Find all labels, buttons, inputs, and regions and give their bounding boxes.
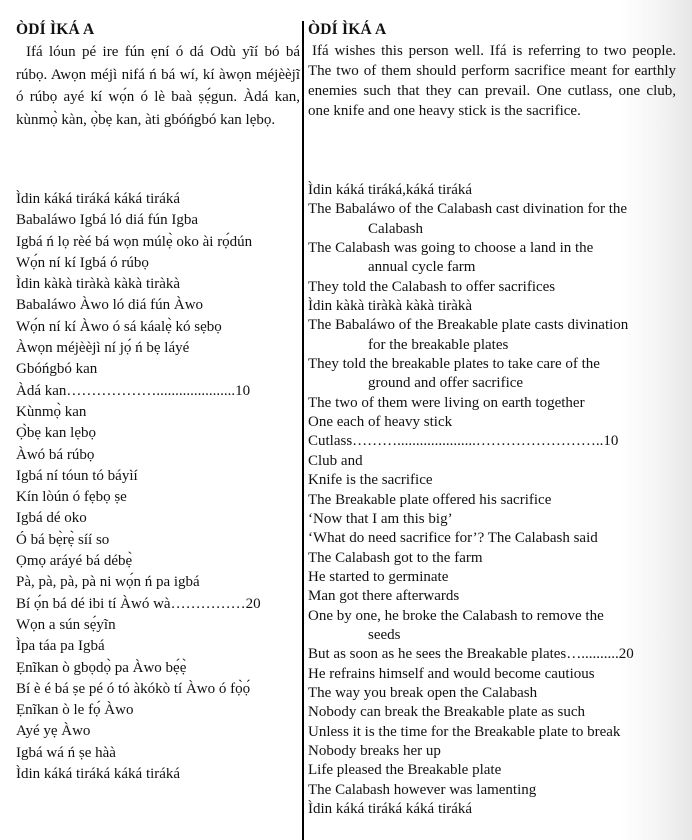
verse-text: ‘What do need sacrifice for’? The Calabash said — [308, 530, 598, 547]
verse-line — [308, 432, 676, 451]
verse-text: The way you break open the Calabash — [308, 684, 538, 701]
verse-line — [308, 761, 676, 780]
verse-line: Gbóńgbó kan — [16, 361, 98, 378]
verse-line — [308, 452, 676, 471]
verse-line: Babaláwo Àwo ló diá fún Àwo — [16, 297, 204, 314]
verse-line: Wọ́n ní kí Igbá ó rúbọ — [16, 254, 149, 271]
verse-line — [308, 239, 676, 278]
verse-line — [308, 529, 676, 548]
verse-line: Ìpa táa pa Igbá — [16, 638, 105, 655]
verse-line: Ìdin káká tiráká káká tiráká — [16, 766, 181, 783]
verse-line — [308, 587, 676, 606]
verse-line — [308, 665, 676, 684]
verse-continuation: annual cycle farm — [368, 259, 476, 276]
verse-text: One each of heavy stick — [308, 414, 453, 431]
verse-text: One by one, he broke the Calabash to remove the — [308, 607, 604, 624]
verse-text: Cutlass……….....................……………………..10 — [308, 433, 619, 450]
verse-continuation: ground and offer sacrifice — [368, 375, 524, 392]
verse-line — [308, 297, 676, 316]
verse-text: They told the Calabash to offer sacrifices — [308, 278, 556, 295]
english-column — [308, 21, 676, 817]
verse-line: Igbá dé oko — [16, 510, 87, 527]
verse-line: Àwó bá rúbọ — [16, 446, 95, 463]
verse-continuation: for the breakable plates — [368, 336, 509, 353]
verse-line — [308, 200, 676, 239]
verse-line — [308, 471, 676, 490]
verse-text: But as soon as he sees the Breakable plates…..........20 — [308, 646, 634, 663]
verse-line: Ẹnĩkan ò gbọdọ̀ pa Àwo bẹ́ẹ̀ — [16, 659, 187, 676]
verse-line: Babaláwo Igbá ló diá fún Igba — [16, 212, 199, 229]
verse-line — [308, 742, 676, 761]
verse-line — [308, 723, 676, 742]
yoruba-intro: Ifá lóun pé ire fún ẹní ó dá Odù yĩí bó bá rúbọ. Awọn méjì nifá ń bá wí, kí àwọn méjèèjĩ ó rúbọ ayé kí wọ́n ó lè baà ṣẹ́gun. Àdá kan, kùnmọ̀ kàn, ọ̀bẹ kan, àti gbóńgbó kan lẹbọ. — [16, 44, 300, 128]
verse-line — [308, 549, 676, 568]
verse-line: Igbá ní tóun tó báyìí — [16, 467, 138, 484]
verse-line — [308, 278, 676, 297]
verse-line: Igbá ń lọ rèé bá wọn múlẹ̀ oko ài rọ́dún — [16, 233, 253, 250]
yoruba-verse — [16, 189, 300, 785]
verse-continuation: Calabash — [368, 220, 423, 237]
verse-text: He started to germinate — [308, 568, 449, 585]
verse-text: The Babaláwo of the Calabash cast divination for the — [308, 201, 628, 218]
verse-line — [308, 316, 676, 355]
verse-line — [308, 413, 676, 432]
verse-text: He refrains himself and would become cautious — [308, 665, 595, 682]
verse-line: Wọn a sún sẹ́yĩn — [16, 616, 116, 633]
verse-text: Nobody can break the Breakable plate as such — [308, 704, 585, 721]
verse-line — [308, 491, 676, 510]
verse-text: The Calabash got to the farm — [308, 549, 483, 566]
verse-line — [308, 568, 676, 587]
verse-text: They told the breakable plates to take care of the — [308, 356, 600, 373]
verse-line: Ọ̀bẹ kan lẹbọ — [16, 425, 96, 442]
yoruba-title: ÒDÍ ÌKÁ A — [16, 21, 95, 38]
verse-line: Ó bá bẹ̀rẹ̀ síí so — [16, 531, 110, 548]
verse-line: Igbá wá ń ṣe hàà — [16, 744, 116, 761]
verse-text: Ìdin káká tiráká,káká tiráká — [308, 182, 473, 198]
verse-line — [308, 181, 676, 200]
verse-text: The two of them were living on earth together — [308, 394, 585, 411]
verse-line: Ọmọ aráyé bá débẹ̀ — [16, 553, 133, 570]
verse-line: Pà, pà, pà, pà ni wọ́n ń pa igbá — [16, 574, 200, 591]
verse-line — [308, 684, 676, 703]
verse-line: Ìdin káká tiráká káká tiráká — [16, 191, 181, 207]
verse-text: The Breakable plate offered his sacrifice — [308, 491, 552, 508]
verse-text: Ìdin káká tiráká káká tiráká — [308, 801, 473, 817]
verse-line: Ìdin kàkà tiràkà kàkà tiràkà — [16, 276, 181, 293]
english-intro: Ifá wishes this person well. Ifá is referring to two people. The two of them should perform sacrifice meant for earthly enemies such that they can prevail. One cutlass, one club, one knife and one heavy stick is the sacrifice. — [308, 43, 676, 119]
verse-line: Àwọn méjèèjì ní jọ́ ń bẹ láyé — [16, 340, 190, 357]
verse-line: Wọ́n ní kí Àwo ó sá káalẹ̀ kó sẹbọ — [16, 318, 222, 335]
verse-line: Kín lòún ó fẹbọ ṣe — [16, 489, 127, 506]
verse-line: Àdá kan……………….....................10 — [16, 382, 251, 399]
verse-text: Ìdin kàkà tiràkà kàkà tiràkà — [308, 298, 473, 315]
verse-line: Kùnmọ̀ kan — [16, 403, 87, 420]
english-title: ÒDÍ ÌKÁ A — [308, 21, 387, 38]
column-divider — [302, 21, 304, 840]
verse-text: Club and — [308, 452, 363, 469]
yoruba-column — [16, 21, 300, 783]
verse-text: Man got there afterwards — [308, 588, 460, 605]
verse-line — [308, 800, 676, 819]
verse-line — [308, 781, 676, 800]
verse-text: Knife is the sacrifice — [308, 472, 433, 489]
verse-line — [308, 645, 676, 664]
verse-text: Life pleased the Breakable plate — [308, 762, 502, 779]
verse-line — [308, 703, 676, 722]
verse-line: Bí ọ́n bá dé ibi tí Àwó wà……………20 — [16, 595, 261, 612]
verse-text: The Calabash was going to choose a land in the — [308, 240, 594, 257]
verse-line: Bí è é bá ṣe pé ó tó àkókò tí Àwo ó fọ̀ọ́ — [16, 680, 251, 697]
verse-line — [308, 510, 676, 529]
verse-line — [308, 394, 676, 413]
verse-text: The Calabash however was lamenting — [308, 781, 537, 798]
english-verse — [308, 181, 676, 819]
verse-line — [308, 355, 676, 394]
verse-text: Nobody breaks her up — [308, 742, 441, 759]
verse-continuation: seeds — [368, 626, 401, 643]
verse-text: ‘Now that I am this big’ — [308, 510, 453, 527]
verse-line: Ẹnĩkan ò le fọ́ Àwo — [16, 702, 134, 719]
verse-text: Unless it is the time for the Breakable plate to break — [308, 723, 621, 740]
verse-text: The Babaláwo of the Breakable plate casts divination — [308, 317, 629, 334]
verse-line: Ayé yẹ Àwo — [16, 723, 91, 740]
verse-line — [308, 607, 676, 646]
